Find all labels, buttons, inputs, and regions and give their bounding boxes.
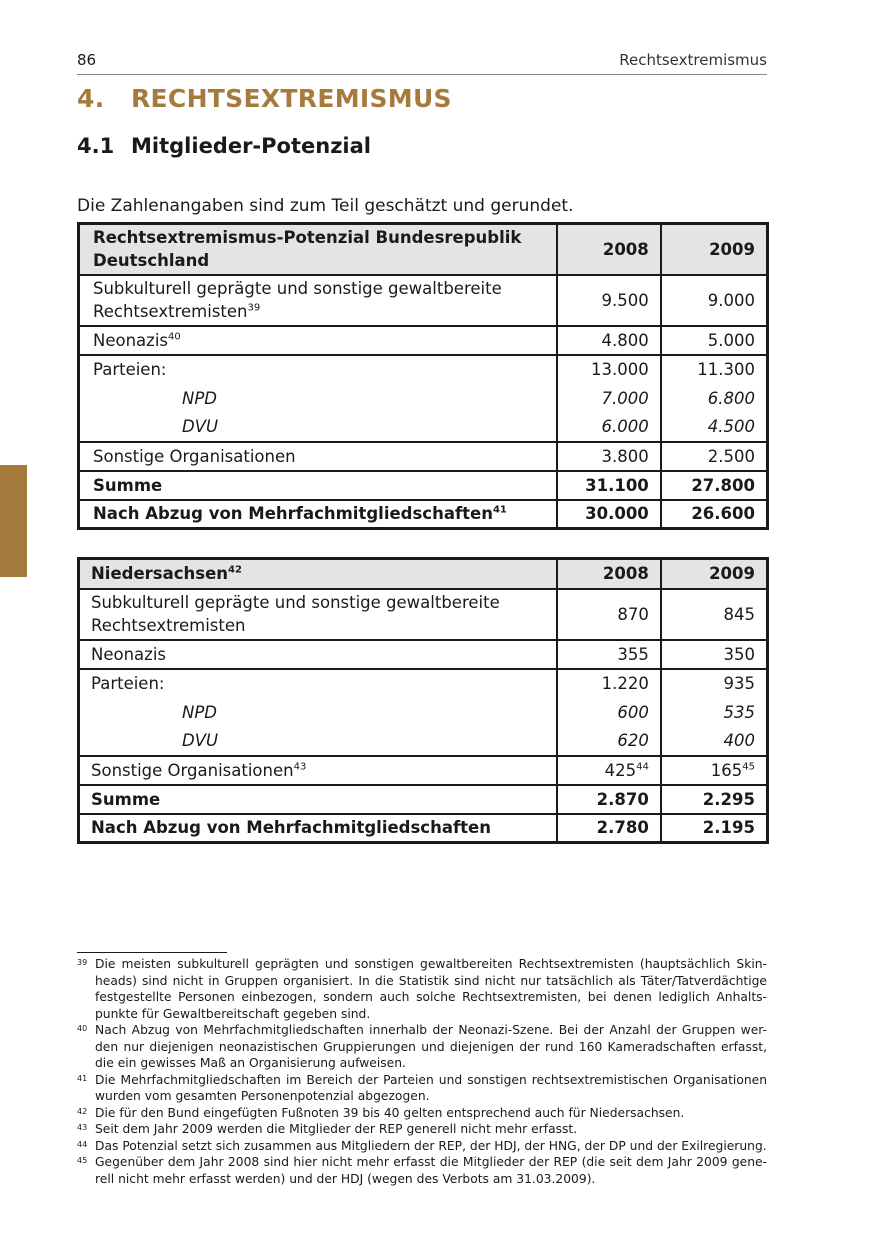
niedersachsen-potential-table <box>77 557 769 844</box>
footnote-ref: 44 <box>636 761 649 772</box>
footnote-ref: 41 <box>492 504 507 516</box>
footnote <box>77 1154 767 1187</box>
footnote <box>77 1072 767 1105</box>
chapter-number: 4. <box>77 84 105 113</box>
footnote-number: 42 <box>77 1106 88 1116</box>
value-2009: 535 <box>661 698 768 727</box>
value-2008: 31.100 <box>557 471 661 500</box>
value-2008: 2.870 <box>557 785 661 814</box>
federal-potential-table <box>77 222 769 530</box>
footnote-ref: 40 <box>168 331 181 342</box>
table-header-row <box>79 559 768 589</box>
footnote-number: 41 <box>77 1073 88 1083</box>
column-header-2009: 2009 <box>661 224 768 275</box>
value-2009: 5.000 <box>661 326 768 355</box>
footnote <box>77 1105 767 1122</box>
row-label: NPD <box>79 384 558 413</box>
row-label: Summe <box>79 785 558 814</box>
row-label: Parteien: <box>79 355 558 384</box>
value-2009: 2.295 <box>661 785 768 814</box>
section-number: 4.1 <box>77 134 115 158</box>
value-2009: 845 <box>661 589 768 640</box>
value-2009: 9.000 <box>661 275 768 326</box>
table-title: Niedersachsen$^{42}$ <box>79 559 558 589</box>
intro-text: Die Zahlenangaben sind zum Teil geschätzt und gerundet. <box>77 196 574 216</box>
value-2008: 870 <box>557 589 661 640</box>
footnote-ref: 39 <box>247 302 261 314</box>
value-2008: 355 <box>557 640 661 669</box>
table-header-row <box>79 224 768 275</box>
value-2008: 30.000 <box>557 500 661 529</box>
table-row <box>79 640 768 669</box>
value-2009: 11.300 <box>661 355 768 384</box>
footnote-number: 43 <box>77 1123 88 1132</box>
value-2009: 350 <box>661 640 768 669</box>
table-row <box>79 413 768 442</box>
footnote <box>77 956 767 1022</box>
footnote-rule <box>77 952 227 953</box>
section-title: Mitglieder-Potenzial <box>131 134 371 158</box>
footnote-text: Die für den Bund eingefügten Fußnoten 39 bis 40 gelten entsprechend auch für Niedersachsen. <box>95 1105 685 1120</box>
row-label: Sonstige Organisationen$^{43}$ <box>79 756 558 785</box>
value-2008: 13.000 <box>557 355 661 384</box>
row-label: Summe <box>79 471 558 500</box>
table-row <box>79 442 768 471</box>
table-row <box>79 500 768 529</box>
row-label: Subkulturell geprägte und sonstige gewaltbereite Rechtsextremisten <box>79 589 558 640</box>
chapter-side-tab <box>0 465 27 577</box>
footnote <box>77 1138 767 1155</box>
table-row <box>79 355 768 384</box>
row-label: DVU <box>79 727 558 756</box>
value-2009: 26.600 <box>661 500 768 529</box>
value-2009: 2.195 <box>661 814 768 843</box>
footnote <box>77 1022 767 1072</box>
footnote-text: Nach Abzug von Mehrfachmitgliedschaften innerhalb der Neonazi-Szene. Bei der Anzahl der Gruppen wer-den nur diejenigen neonazistischen Gruppierungen und diejenigen der rund 160 Kameradschaften erfasst, die ein gewisses Maß an Organisierung aufweisen. <box>95 1023 767 1070</box>
table-row <box>79 471 768 500</box>
table-row <box>79 326 768 355</box>
footnote-text: Gegenüber dem Jahr 2008 sind hier nicht mehr erfasst die Mitglieder der REP (die seit dem Jahr 2009 gene-rell nicht mehr erfasst werden) und der HDJ (wegen des Verbots am 31.03.2009). <box>95 1155 767 1186</box>
header-rule <box>77 74 767 75</box>
value-2008: 3.800 <box>557 442 661 471</box>
value-2008: 2.780 <box>557 814 661 843</box>
value-2008: 1.220 <box>557 669 661 698</box>
table-row <box>79 384 768 413</box>
footnote-number: 44 <box>77 1139 88 1149</box>
value-2009: 935 <box>661 669 768 698</box>
chapter-heading <box>77 84 452 113</box>
value-2008: 4.800 <box>557 326 661 355</box>
footnote-ref: 42 <box>228 564 242 576</box>
row-label: Parteien: <box>79 669 558 698</box>
row-label: Subkulturell geprägte und sonstige gewaltbereite Rechtsextremisten$^{39}$ <box>79 275 558 326</box>
footnote-text: Die meisten subkulturell geprägten und sonstigen gewaltbereiten Rechtsextremisten (hauptsächlich Skin-heads) sind nicht in Gruppen organisiert. In die Statistik sind nicht nur tatsächlich als Täter/Tatverdächtige festgestellte Personen einbezogen, sondern auch solche Rechtsextremisten, bei denen lediglich Anhalts-punkte für Gewaltbereitschaft gegeben sind. <box>95 957 767 1021</box>
footnote-text: Das Potenzial setzt sich zusammen aus Mitgliedern der REP, der HDJ, der HNG, der DP und der Exilregierung. <box>95 1138 767 1153</box>
footnote-number: 45 <box>77 1156 88 1165</box>
value-2009: 4.500 <box>661 413 768 442</box>
value-2009: 27.800 <box>661 471 768 500</box>
value-2008: 9.500 <box>557 275 661 326</box>
footnote-number: 40 <box>77 1024 88 1033</box>
section-heading <box>77 134 371 158</box>
footnote-ref: 43 <box>293 761 307 772</box>
row-label: Neonazis$^{40}$ <box>79 326 558 355</box>
table-row <box>79 756 768 785</box>
running-title: Rechtsextremismus <box>619 51 767 69</box>
value-2008: 600 <box>557 698 661 727</box>
footnote-text: Die Mehrfachmitgliedschaften im Bereich der Parteien und sonstigen rechtsextremistischen Organisationen wurden vom gesamten Personenpotenzial abgezogen. <box>95 1072 767 1103</box>
row-label: Neonazis <box>79 640 558 669</box>
table-title: Rechtsextremismus-Potenzial Bundesrepublik Deutschland <box>79 224 558 275</box>
footnote-ref: 45 <box>742 761 755 772</box>
column-header-2008: 2008 <box>557 559 661 589</box>
footnote-number: 39 <box>77 958 88 967</box>
value-2009: 2.500 <box>661 442 768 471</box>
footnote-text: Seit dem Jahr 2009 werden die Mitglieder der REP generell nicht mehr erfasst. <box>95 1122 578 1136</box>
value-2009: 6.800 <box>661 384 768 413</box>
row-label: NPD <box>79 698 558 727</box>
value-2008: 6.000 <box>557 413 661 442</box>
page-number: 86 <box>77 51 97 69</box>
chapter-title: RECHTSEXTREMISMUS <box>131 84 452 113</box>
table-row <box>79 698 768 727</box>
row-label: Nach Abzug von Mehrfachmitgliedschaften <box>79 814 558 843</box>
column-header-2009: 2009 <box>661 559 768 589</box>
value-2009: 400 <box>661 727 768 756</box>
footnotes <box>77 956 767 1187</box>
value-2009: $165^{45}$ <box>661 756 768 785</box>
row-label: Nach Abzug von Mehrfachmitgliedschaften$^{41}$ <box>79 500 558 529</box>
table-row <box>79 275 768 326</box>
footnote <box>77 1121 767 1138</box>
value-2008: 7.000 <box>557 384 661 413</box>
table-row <box>79 589 768 640</box>
table-row <box>79 669 768 698</box>
table-row <box>79 727 768 756</box>
table-row <box>79 814 768 843</box>
table-row <box>79 785 768 814</box>
row-label: Sonstige Organisationen <box>79 442 558 471</box>
column-header-2008: 2008 <box>557 224 661 275</box>
value-2008: 620 <box>557 727 661 756</box>
value-2008: $425^{44}$ <box>557 756 661 785</box>
row-label: DVU <box>79 413 558 442</box>
